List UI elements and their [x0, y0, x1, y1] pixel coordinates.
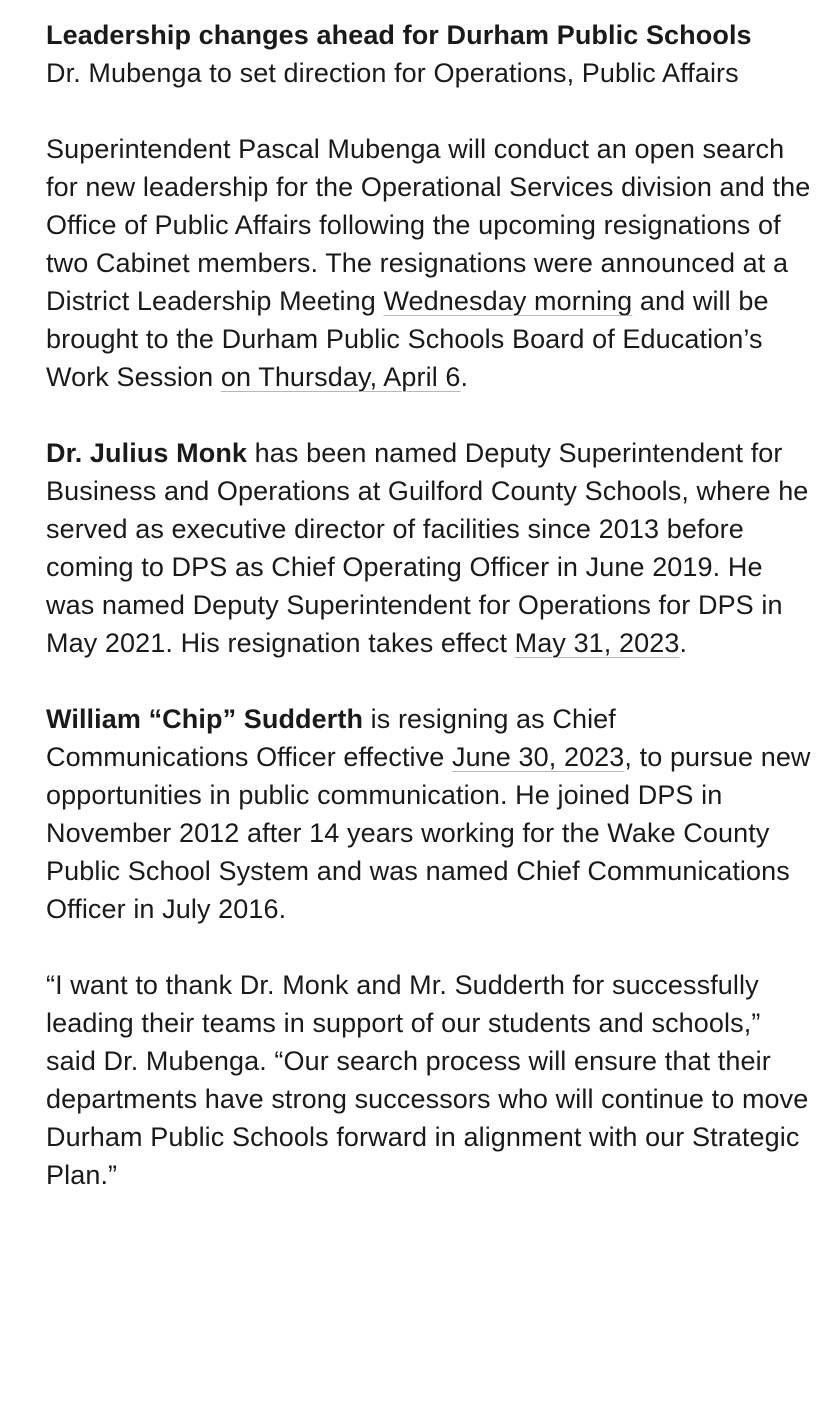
- article-subheadline: Dr. Mubenga to set direction for Operations, Public Affairs: [46, 58, 739, 88]
- paragraph-gap: [46, 928, 816, 966]
- paragraph-sudderth-text-a: is resigning as Chief Communications Officer effective: [46, 704, 616, 772]
- paragraph-monk: [46, 434, 816, 662]
- paragraph-intro-text-b: and will be brought to the Durham Public Schools Board of Education’s Work Session: [46, 286, 769, 392]
- paragraph-intro: [46, 130, 816, 396]
- person-name-sudderth: William “Chip” Sudderth: [46, 704, 364, 734]
- paragraph-gap: [46, 396, 816, 434]
- paragraph-intro-text-c: .: [460, 362, 469, 392]
- person-name-monk: Dr. Julius Monk: [46, 438, 248, 468]
- paragraph-quote: “I want to thank Dr. Monk and Mr. Sudderth for successfully leading their teams in support of our students and schools,” said Dr. Mubenga. “Our search process will ensure that their departments have strong successors who will continue to move Durham Public Schools forward in alignment with our Strategic Plan.”: [46, 970, 809, 1190]
- date-link-may-31[interactable]: May 31, 2023: [514, 628, 680, 658]
- date-link-june-30[interactable]: June 30, 2023: [451, 742, 625, 772]
- paragraph-intro-text-a: Superintendent Pascal Mubenga will conduct an open search for new leadership for the Operational Services division and the Office of Public Affairs following the upcoming resignations of two Cabinet members. The resignations were announced at a District Leadership Meeting: [46, 134, 811, 316]
- date-link-wednesday-morning[interactable]: Wednesday morning: [383, 286, 633, 316]
- paragraph-gap: [46, 92, 816, 130]
- paragraph-monk-text-b: .: [679, 628, 688, 658]
- paragraph-sudderth-text-b: , to pursue new opportunities in public communication. He joined DPS in November 2012 after 14 years working for the Wake County Public School System and was named Chief Communications Officer in July 2016.: [46, 742, 811, 924]
- paragraph-sudderth: [46, 700, 816, 928]
- date-link-april-6[interactable]: on Thursday, April 6: [220, 362, 461, 392]
- paragraph-gap: [46, 662, 816, 700]
- article: [46, 16, 816, 1194]
- article-headline: Leadership changes ahead for Durham Public Schools: [46, 20, 752, 50]
- paragraph-monk-text-a: has been named Deputy Superintendent for Business and Operations at Guilford County Schools, where he served as executive director of facilities since 2013 before coming to DPS as Chief Operating Officer in June 2019. He was named Deputy Superintendent for Operations for DPS in May 2021. His resignation takes effect: [46, 438, 809, 658]
